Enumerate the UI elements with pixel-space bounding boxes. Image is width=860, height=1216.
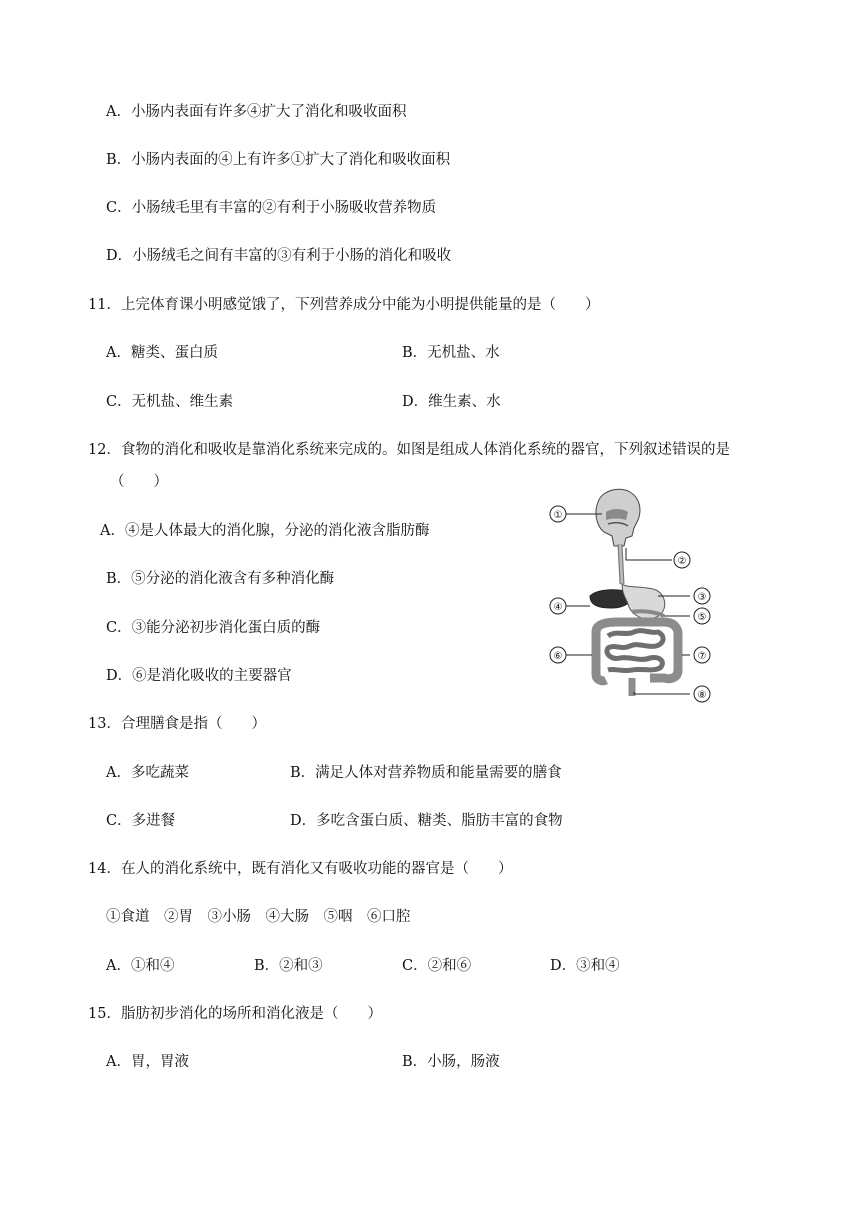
figure-label-4: ④ (553, 602, 563, 613)
q10-option-d: D．小肠绒毛之间有丰富的③有利于小肠的消化和吸收 (106, 248, 452, 264)
q11-option-b: B．无机盐、水 (402, 345, 500, 361)
digestive-system-figure (546, 484, 716, 704)
q15-option-a: A．胃，胃液 (106, 1054, 189, 1070)
q10-option-c: C．小肠绒毛里有丰富的②有利于小肠吸收营养物质 (106, 200, 437, 216)
q12-option-a: A．④是人体最大的消化腺，分泌的消化液含脂肪酶 (100, 523, 430, 539)
q14-option-d: D．③和④ (550, 958, 620, 974)
q10-option-a: A．小肠内表面有许多④扩大了消化和吸收面积 (106, 104, 407, 120)
q14-option-a: A．①和④ (106, 958, 175, 974)
figure-label-7: ⑦ (697, 651, 707, 662)
figure-label-1: ① (553, 510, 563, 521)
q11-option-d: D．维生素、水 (402, 394, 501, 410)
q14-option-b: B．②和③ (254, 958, 323, 974)
figure-label-5: ⑤ (697, 612, 707, 623)
q13-option-c: C．多进餐 (106, 813, 176, 829)
q12-option-c: C．③能分泌初步消化蛋白质的酶 (106, 620, 321, 636)
q14-stem: 14．在人的消化系统中，既有消化又有吸收功能的器官是（ ） (88, 861, 513, 877)
figure-label-3: ③ (697, 592, 707, 603)
q12-option-b: B．⑤分泌的消化液含有多种消化酶 (106, 571, 335, 587)
figure-label-2: ② (677, 556, 687, 567)
q14-items: ①食道 ②胃 ③小肠 ④大肠 ⑤咽 ⑥口腔 (106, 909, 411, 925)
q12-stem-line2: （ ） (110, 474, 168, 490)
q13-option-d: D．多吃含蛋白质、糖类、脂肪丰富的食物 (290, 813, 563, 829)
q13-stem: 13．合理膳食是指（ ） (88, 716, 266, 732)
q10-option-b: B．小肠内表面的④上有许多①扩大了消化和吸收面积 (106, 152, 451, 168)
figure-label-8: ⑧ (697, 690, 707, 701)
q11-option-a: A．糖类、蛋白质 (106, 345, 218, 361)
q13-option-a: A．多吃蔬菜 (106, 765, 189, 781)
q15-stem: 15．脂肪初步消化的场所和消化液是（ ） (88, 1006, 382, 1022)
q11-stem: 11．上完体育课小明感觉饿了，下列营养成分中能为小明提供能量的是（ ） (88, 297, 600, 313)
q12-option-d: D．⑥是消化吸收的主要器官 (106, 668, 292, 684)
figure-label-6: ⑥ (553, 651, 563, 662)
q11-option-c: C．无机盐、维生素 (106, 394, 234, 410)
q14-option-c: C．②和⑥ (402, 958, 472, 974)
q13-option-b: B．满足人体对营养物质和能量需要的膳食 (290, 765, 562, 781)
q15-option-b: B．小肠，肠液 (402, 1054, 500, 1070)
q12-stem-line1: 12．食物的消化和吸收是靠消化系统来完成的。如图是组成人体消化系统的器官，下列叙述错误的是 (88, 442, 730, 458)
